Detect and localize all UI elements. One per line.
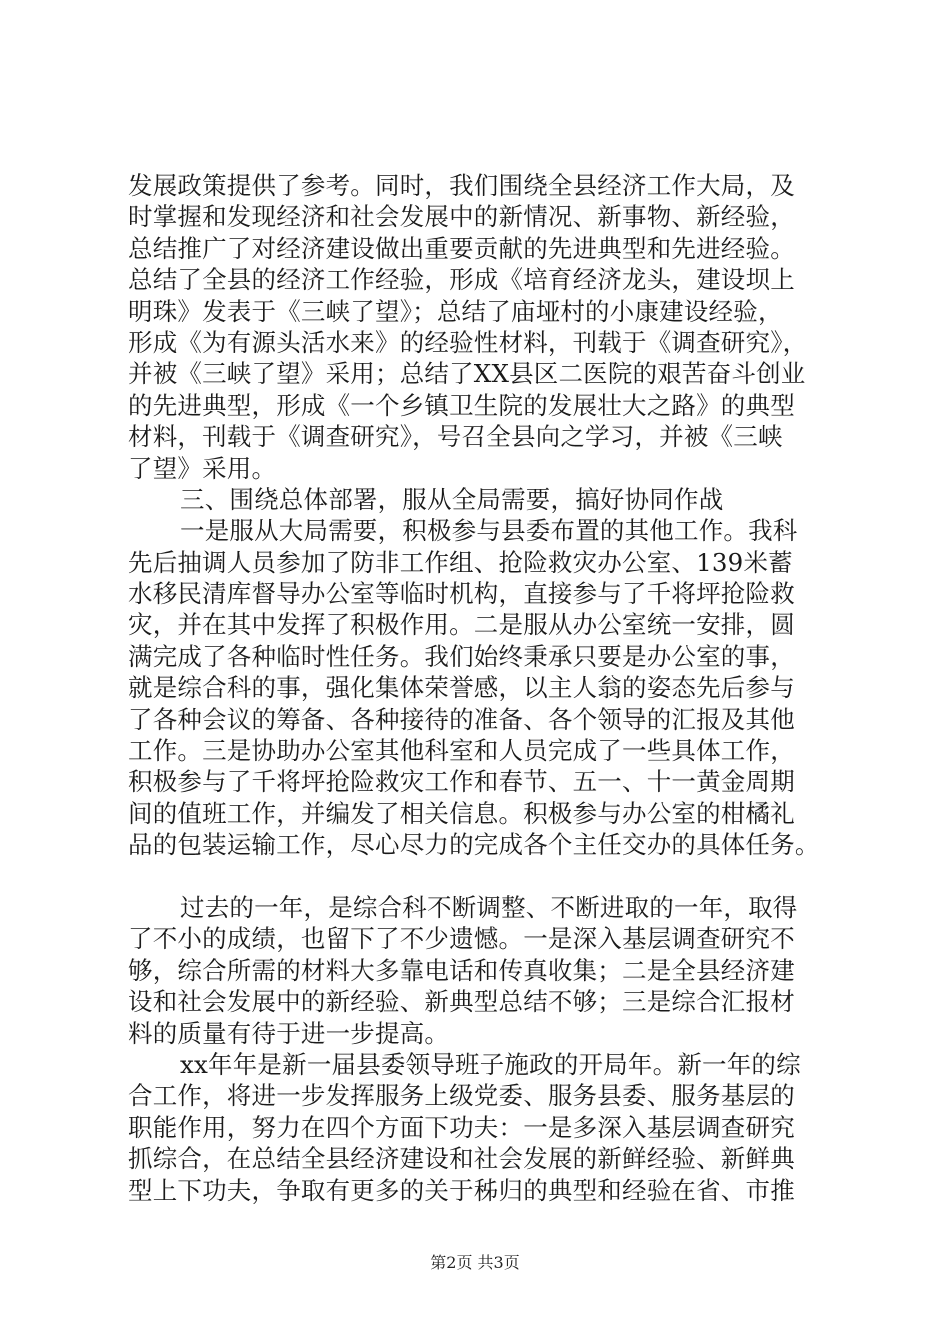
text-line: xx年年是新一届县委领导班子施政的开局年。新一年的综: [180, 1049, 801, 1079]
text-line: 先后抽调人员参加了防非工作组、抢险救灾办公室、139米蓄: [128, 547, 793, 577]
text-line: 过去的一年，是综合科不断调整、不断进取的一年，取得: [180, 892, 798, 922]
text-line: 形成《为有源头活水来》的经验性材料，刊载于《调查研究》，: [128, 327, 808, 357]
text-line: 料的质量有待于进一步提高。: [128, 1018, 450, 1048]
text-line: 时掌握和发现经济和社会发展中的新情况、新事物、新经验，: [128, 202, 795, 232]
text-line: 发展政策提供了参考。同时，我们围绕全县经济工作大局，及: [128, 171, 795, 200]
text-line: 一是服从大局需要，积极参与县委布置的其他工作。我科: [180, 516, 798, 546]
text-line: 抓综合，在总结全县经济建设和社会发展的新鲜经验、新鲜典: [128, 1144, 795, 1174]
text-line: 水移民清库督导办公室等临时机构，直接参与了千将坪抢险救: [128, 579, 795, 609]
text-line: 了望》采用。: [128, 453, 277, 483]
page-footer: 第2页 共3页: [430, 1253, 520, 1272]
blank-line: [128, 861, 838, 892]
text-line: 满完成了各种临时性任务。我们始终秉承只要是办公室的事，: [128, 641, 795, 671]
text-line: 就是综合科的事，强化集体荣誉感，以主人翁的姿态先后参与: [128, 673, 795, 703]
text-line: 材料，刊载于《调查研究》，号召全县向之学习，并被《三峡: [128, 422, 783, 452]
text-line: 型上下功夫，争取有更多的关于秭归的典型和经验在省、市推: [128, 1175, 795, 1205]
text-line: 并被《三峡了望》采用；总结了XX县区二医院的艰苦奋斗创业: [128, 359, 806, 389]
text-line: 了各种会议的筹备、各种接待的准备、各个领导的汇报及其他: [128, 704, 795, 734]
text-line: 灾，并在其中发挥了积极作用。二是服从办公室统一安排，圆: [128, 610, 795, 640]
text-line: 品的包装运输工作，尽心尽力的完成各个主任交办的具体任务。: [128, 830, 820, 860]
text-line: 了不小的成绩，也留下了不少遗憾。一是深入基层调查研究不: [128, 924, 795, 954]
text-line: 的先进典型，形成《一个乡镇卫生院的发展壮大之路》的典型: [128, 390, 795, 420]
text-line: 积极参与了千将坪抢险救灾工作和春节、五一、十一黄金周期: [128, 767, 795, 797]
text-line: 总结了全县的经济工作经验，形成《培育经济龙头，建设坝上: [128, 265, 795, 295]
text-line: 职能作用，努力在四个方面下功夫：一是多深入基层调查研究: [128, 1112, 795, 1142]
text-line: 设和社会发展中的新经验、新典型总结不够；三是综合汇报材: [128, 987, 795, 1017]
text-line: 明珠》发表于《三峡了望》；总结了庙垭村的小康建设经验，: [128, 296, 783, 326]
document-body: [128, 170, 838, 1206]
text-line: 够，综合所需的材料大多靠电话和传真收集；二是全县经济建: [128, 955, 795, 985]
text-line: 三、围绕总体部署，服从全局需要，搞好协同作战: [180, 484, 724, 514]
text-line: 间的值班工作，并编发了相关信息。积极参与办公室的柑橘礼: [128, 798, 795, 828]
text-line: 合工作，将进一步发挥服务上级党委、服务县委、服务基层的: [128, 1081, 795, 1111]
text-line: 总结推广了对经济建设做出重要贡献的先进典型和先进经验。: [128, 233, 795, 263]
text-line: 工作。三是协助办公室其他科室和人员完成了一些具体工作，: [128, 736, 795, 766]
